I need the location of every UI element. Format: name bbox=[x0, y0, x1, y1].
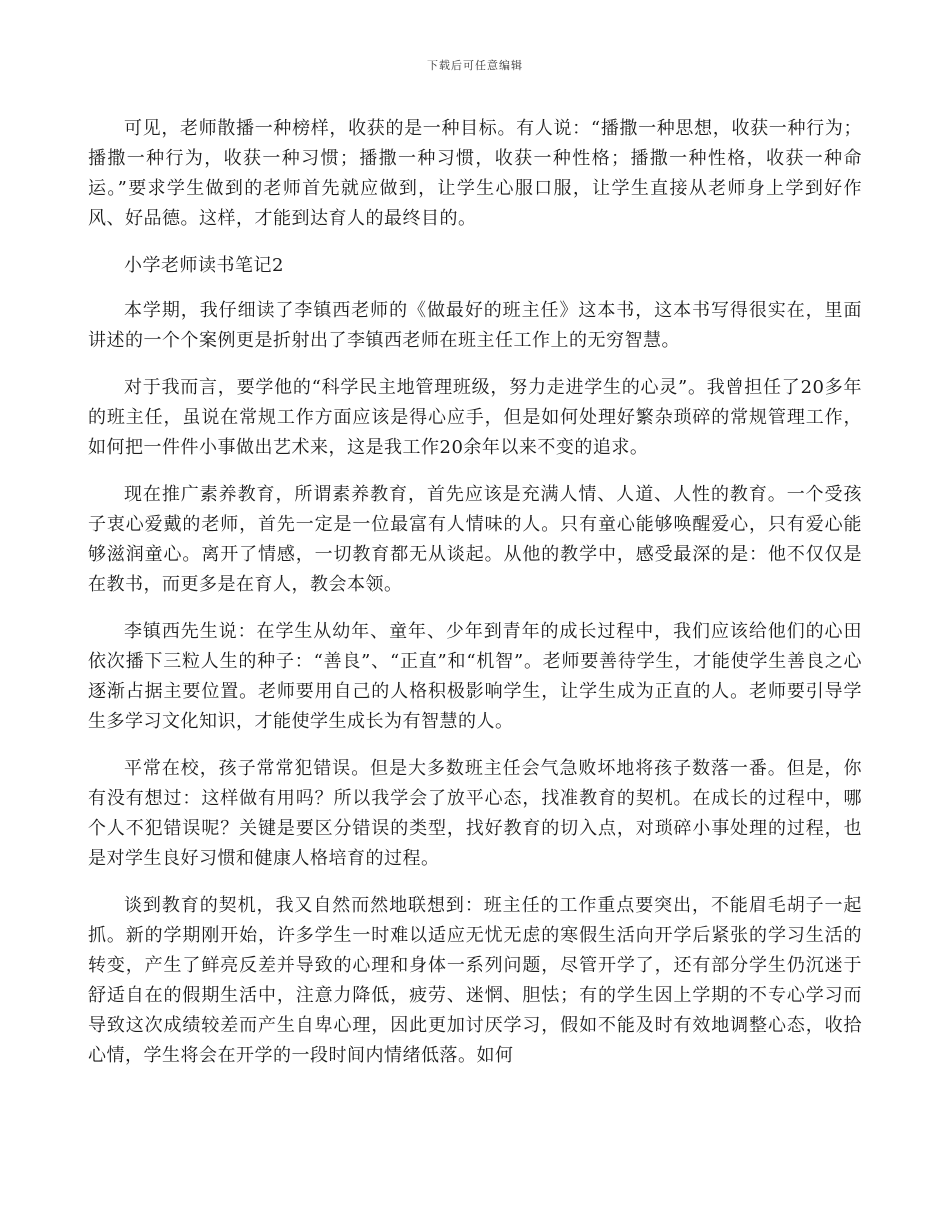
page-header-note: 下载后可任意编辑 bbox=[427, 59, 523, 72]
section-heading: 小学老师读书笔记2 bbox=[124, 255, 284, 276]
paragraph-book-intro: 本学期，我仔细读了李镇西老师的《做最好的班主任》这本书，这本书写得很实在，里面讲述的一个个案例更是折射出了李镇西老师在班主任工作上的无穷智慧。 bbox=[88, 300, 862, 351]
paragraph-mistakes: 平常在校，孩子常常犯错误。但是大多数班主任会气急败坏地将孩子数落一番。但是，你有没有想过：这样做有用吗？所以我学会了放平心态，找准教育的契机。在成长的过程中，哪个人不犯错误呢？关键是要区分错误的类型，找好教育的切入点，对琐碎小事处理的过程，也是对学生良好习惯和健康人格培育的过程。 bbox=[88, 758, 862, 869]
document-body bbox=[88, 114, 862, 1088]
paragraph-role-model: 可见，老师散播一种榜样，收获的是一种目标。有人说：“播撒一种思想，收获一种行为；播撒一种行为，收获一种习惯；播撒一种习惯，收获一种性格；播撒一种性格，收获一种命运。”要求学生做到的老师首先就应做到，让学生心服口服，让学生直接从老师身上学到好作风、好品德。这样，才能到达育人的最终目的。 bbox=[88, 118, 862, 229]
paragraph-three-seeds: 李镇西先生说：在学生从幼年、童年、少年到青年的成长过程中，我们应该给他们的心田依次播下三粒人生的种子：“善良”、“正直”和“机智”。老师要善待学生，才能使学生善良之心逐渐占据主要位置。老师要用自己的人格积极影响学生，让学生成为正直的人。老师要引导学生多学习文化知识，才能使学生成长为有智慧的人。 bbox=[88, 621, 862, 732]
paragraph-education-opportunity: 谈到教育的契机，我又自然而然地联想到：班主任的工作重点要突出，不能眉毛胡子一起抓。新的学期刚开始，许多学生一时难以适应无忧无虑的寒假生活向开学后紧张的学习生活的转变，产生了鲜亮反差并导致的心理和身体一系列问题，尽管开学了，还有部分学生仍沉迷于舒适自在的假期生活中，注意力降低，疲劳、迷惘、胆怯；有的学生因上学期的不专心学习而导致这次成绩较差而产生自卑心理，因此更加讨厌学习，假如不能及时有效地调整心态，收拾心情，学生将会在开学的一段时间内情绪低落。如何 bbox=[88, 895, 862, 1066]
paragraph-quality-education: 现在推广素养教育，所谓素养教育，首先应该是充满人情、人道、人性的教育。一个受孩子衷心爱戴的老师，首先一定是一位最富有人情味的人。只有童心能够唤醒爱心，只有爱心能够滋润童心。离开了情感，一切教育都无从谈起。从他的教学中，感受最深的是：他不仅仅是在教书，而更多是在育人，教会本领。 bbox=[88, 484, 862, 595]
paragraph-class-management: 对于我而言，要学他的“科学民主地管理班级，努力走进学生的心灵”。我曾担任了20多年的班主任，虽说在常规工作方面应该是得心应手，但是如何处理好繁杂琐碎的常规管理工作，如何把一件件小事做出艺术来，这是我工作20余年以来不变的追求。 bbox=[88, 377, 862, 458]
